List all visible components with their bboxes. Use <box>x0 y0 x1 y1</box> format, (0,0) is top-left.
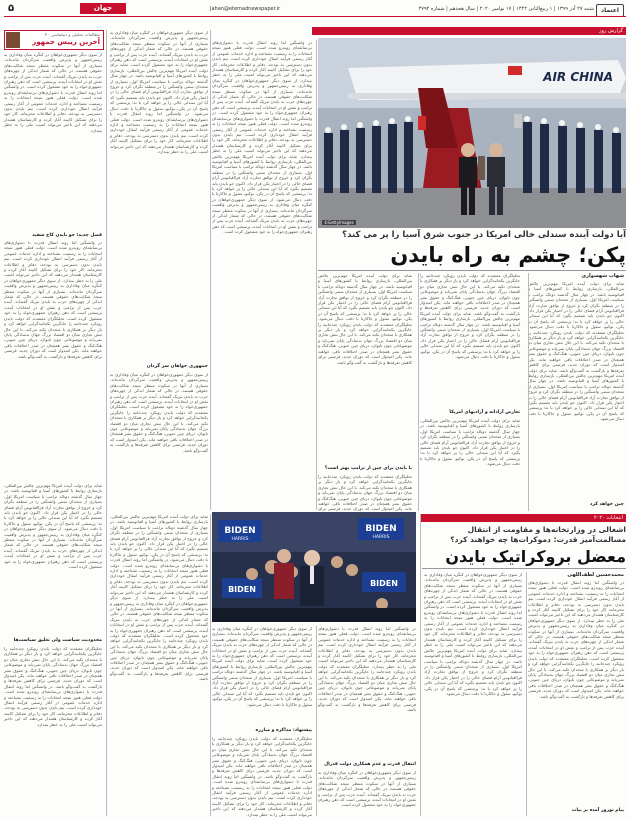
masthead-logo: اعتماد <box>596 4 624 17</box>
left-column-a2: در واشنگتن اما روند انتقال قدرت با دشواری‌های بی‌سابقه‌ای روبه‌رو شده است. دولت فعلی هنوز نتیجه انتخابات را به رسمیت نشناخته و اداره خدمات عمومی از آغاز رسمی فرآیند انتقال خودداری کرده است. تیم بایدن بدون دسترسی به بودجه، دفاتر و اطلاعات محرمانه، کار خود را برای تشکیل کابینه آغاز کرده و کارشناسان هشدار می‌دهند که این تاخیر می‌تواند امنیت ملی را به خطر بیندازد. از سوی دیگر جمهوری‌خواهان در کنگره میان وفاداری به رییس‌جمهور و پذیرش واقعیت سرگردان مانده‌اند. بسیاری از آنها در سکوت منتظر نتیجه شکایت‌های حقوقی هستند، در حالی که شمار اندکی از چهره‌های حزب به بایدن تبریک گفته‌اند. آینده حزب پس از ترامپ و نقش او در انتخابات آینده، پرسشی است که ذهن رهبران جمهوری‌خواه را به خود مشغول کرده است. تحلیلگران معتقدند که دولت بایدن رویکرد چندجانبه را جایگزین یکجانبه‌گرایی خواهد کرد و بار دیگر بر همکاری با متحدان تکیه می‌کند. با این حال تنش تجاری میان دو اقتصاد بزرگ جهان به‌سادگی پایان نمی‌یابد و موضوعاتی چون تایوان، دریای چین جنوبی، هنگ‌کنگ و حقوق بشر همچنان در صدر اختلافات باقی خواهند ماند. پکن امیدوار است که دوران جدید، فرصتی برای کاهش تعرفه‌ها و بازگشت به گفت‌وگو باشد. <box>4 240 102 359</box>
plane-livery-text: AIR CHINA <box>543 70 613 84</box>
story1-column-2: تحلیلگران معتقدند که دولت بایدن رویکرد چندجانبه را جایگزین یکجانبه‌گرایی خواهد کرد و بار دیگر بر همکاری با متحدان تکیه می‌کند. با این حال تنش تجاری میان دو اقتصاد بزرگ جهان به‌سادگی پایان نمی‌یابد و موضوعاتی چون تایوان، دریای چین جنوبی، هنگ‌کنگ و حقوق بشر همچنان در صدر اختلافات باقی خواهند ماند. پکن امیدوار است که دوران جدید، فرصتی برای کاهش تعرفه‌ها و بازگشت به گفت‌وگو باشد. شاید برای دولت آینده امریکا مهم‌ترین چالش بین‌المللی، بازسازی روابط با کشورهای آسیا و اقیانوسیه باشد. در چهار سال گذشته دونالد ترامپ با سیاست امریکا اول، بسیاری از متحدان سنتی واشنگتن را در منطقه نگران کرد و خروج از توافق تجارت آزاد فرااقیانوس آرام فضای خالی را در اختیار پکن قرار داد. اکنون جو بایدن باید تصمیم بگیرد که آیا این سندلی خالی را پر خواهد کرد یا نه؛ پرسشی که پاسخ آن در پکن، توکیو، سئول و جاکارتا با دقت دنبال می‌شود. <box>420 273 520 360</box>
left-column-a3: شاید برای دولت آینده امریکا مهم‌ترین چالش بین‌المللی، بازسازی روابط با کشورهای آسیا و اقیانوسیه باشد. در چهار سال گذشته دونالد ترامپ با سیاست امریکا اول، بسیاری از متحدان سنتی واشنگتن را در منطقه نگران کرد و خروج از توافق تجارت آزاد فرااقیانوس آرام فضای خالی را در اختیار پکن قرار داد. اکنون جو بایدن باید تصمیم بگیرد که آیا این سندلی خالی را پر خواهد کرد یا نه؛ پرسشی که پاسخ آن در پکن، توکیو، سئول و جاکارتا با دقت دنبال می‌شود. از سوی دیگر جمهوری‌خواهان در کنگره میان وفاداری به رییس‌جمهور و پذیرش واقعیت سرگردان مانده‌اند. بسیاری از آنها در سکوت منتظر نتیجه شکایت‌های حقوقی هستند، در حالی که شمار اندکی از چهره‌های حزب به بایدن تبریک گفته‌اند. آینده حزب پس از ترامپ و نقش او در انتخابات آینده، پرسشی است که ذهن رهبران جمهوری‌خواه را به خود مشغول کرده است. <box>4 483 102 570</box>
story2-headline: معضل بروکراتیک بایدن <box>445 547 626 566</box>
story2-byline: محمدحسین لطف‌اللهی <box>567 572 624 578</box>
story1-crosshead-2: با بایدن برای چین از ترامپ بهتر است؟ <box>324 466 412 471</box>
sign-subtext-2: HARRIS <box>372 535 390 540</box>
page-number: ۵ <box>8 3 15 14</box>
story1-crosshead-3: چین خواهد کرد <box>589 502 624 507</box>
story2-column-2: از سوی دیگر جمهوری‌خواهان در کنگره میان وفاداری به رییس‌جمهور و پذیرش واقعیت سرگردان مانده‌اند. بسیاری از آنها در سکوت منتظر نتیجه شکایت‌های حقوقی هستند، در حالی که شمار اندکی از چهره‌های حزب به بایدن تبریک گفته‌اند. آینده حزب پس از ترامپ و نقش او در انتخابات آینده، پرسشی است که ذهن رهبران جمهوری‌خواه را به خود مشغول کرده است. در واشنگتن اما روند انتقال قدرت با دشواری‌های بی‌سابقه‌ای روبه‌رو شده است. دولت فعلی هنوز نتیجه انتخابات را به رسمیت نشناخته و اداره خدمات عمومی از آغاز رسمی فرآیند انتقال خودداری کرده است. تیم بایدن بدون دسترسی به بودجه، دفاتر و اطلاعات محرمانه، کار خود را برای تشکیل کابینه آغاز کرده و کارشناسان هشدار می‌دهند که این تاخیر می‌تواند امنیت ملی را به خطر بیندازد. شاید برای دولت آینده امریکا مهم‌ترین چالش بین‌المللی، بازسازی روابط با کشورهای آسیا و اقیانوسیه باشد. در چهار سال گذشته دونالد ترامپ با سیاست امریکا اول، بسیاری از متحدان سنتی واشنگتن را در منطقه نگران کرد و خروج از توافق تجارت آزاد فرااقیانوس آرام فضای خالی را در اختیار پکن قرار داد. اکنون جو بایدن باید تصمیم بگیرد که آیا این سندلی خالی را پر خواهد کرد یا نه؛ پرسشی که پاسخ آن در پکن، توکیو، سئول و جاکارتا با دقت دنبال می‌شود. <box>424 572 522 696</box>
story1-column-3b: تحلیلگران معتقدند که دولت بایدن رویکرد چندجانبه را جایگزین یکجانبه‌گرایی خواهد کرد و بار دیگر بر همکاری با متحدان تکیه می‌کند. با این حال تنش تجاری میان دو اقتصاد بزرگ جهان به‌سادگی پایان نمی‌یابد و موضوعاتی چون تایوان، دریای چین جنوبی، هنگ‌کنگ و حقوق بشر همچنان در صدر اختلافات باقی خواهند ماند. پکن امیدوار است که دوران جدید، فرصتی برای <box>318 474 412 512</box>
left-column-b: از سوی دیگر جمهوری‌خواهان در کنگره میان وفاداری به رییس‌جمهور و پذیرش واقعیت سرگردان مانده‌اند. بسیاری از آنها در سکوت منتظر نتیجه شکایت‌های حقوقی هستند، در حالی که شمار اندکی از چهره‌های حزب به بایدن تبریک گفته‌اند. آینده حزب پس از ترامپ و نقش او در انتخابات آینده، پرسشی است که ذهن رهبران جمهوری‌خواه را به خود مشغول کرده است. شاید برای دولت آینده امریکا مهم‌ترین چالش بین‌المللی، بازسازی روابط با کشورهای آسیا و اقیانوسیه باشد. در چهار سال گذشته دونالد ترامپ با سیاست امریکا اول، بسیاری از متحدان سنتی واشنگتن را در منطقه نگران کرد و خروج از توافق تجارت آزاد فرااقیانوس آرام فضای خالی را در اختیار پکن قرار داد. اکنون جو بایدن باید تصمیم بگیرد که آیا این سندلی خالی را پر خواهد کرد یا نه؛ پرسشی که پاسخ آن در پکن، توکیو، سئول و جاکارتا با دقت دنبال می‌شود. در واشنگتن اما روند انتقال قدرت با دشواری‌های بی‌سابقه‌ای روبه‌رو شده است. دولت فعلی هنوز نتیجه انتخابات را به رسمیت نشناخته و اداره خدمات عمومی از آغاز رسمی فرآیند انتقال خودداری کرده است. تیم بایدن بدون دسترسی به بودجه، دفاتر و اطلاعات محرمانه، کار خود را برای تشکیل کابینه آغاز کرده و کارشناسان هشدار می‌دهند که این تاخیر می‌تواند امنیت ملی را به خطر بیندازد. <box>110 30 208 154</box>
section-title: جهان <box>80 3 126 14</box>
header-email[interactable]: Jahan@etemadnewspaper.ir <box>210 6 281 12</box>
photo-bottom <box>212 512 416 622</box>
story2-column-1: در واشنگتن اما روند انتقال قدرت با دشواری‌های بی‌سابقه‌ای روبه‌رو شده است. دولت فعلی هنوز نتیجه انتخابات را به رسمیت نشناخته و اداره خدمات عمومی از آغاز رسمی فرآیند انتقال خودداری کرده است. تیم بایدن بدون دسترسی به بودجه، دفاتر و اطلاعات محرمانه، کار خود را برای تشکیل کابینه آغاز کرده و کارشناسان هشدار می‌دهند که این تاخیر می‌تواند امنیت ملی را به خطر بیندازد. از سوی دیگر جمهوری‌خواهان در کنگره میان وفاداری به رییس‌جمهور و پذیرش واقعیت سرگردان مانده‌اند. بسیاری از آنها در سکوت منتظر نتیجه شکایت‌های حقوقی هستند، در حالی که شمار اندکی از چهره‌های حزب به بایدن تبریک گفته‌اند. آینده حزب پس از ترامپ و نقش او در انتخابات آینده، پرسشی است که ذهن رهبران جمهوری‌خواه را به خود مشغول کرده است. تحلیلگران معتقدند که دولت بایدن رویکرد چندجانبه را جایگزین یکجانبه‌گرایی خواهد کرد و بار دیگر بر همکاری با متحدان تکیه می‌کند. با این حال تنش تجاری میان دو اقتصاد بزرگ جهان به‌سادگی پایان نمی‌یابد و موضوعاتی چون تایوان، دریای چین جنوبی، هنگ‌کنگ و حقوق بشر همچنان در صدر اختلافات باقی خواهند ماند. پکن امیدوار است که دوران جدید، فرصتی برای کاهش تعرفه‌ها و بازگشت به گفت‌وگو باشد. <box>528 580 624 699</box>
middle-column-upper: در واشنگتن اما روند انتقال قدرت با دشواری‌های بی‌سابقه‌ای روبه‌رو شده است. دولت فعلی هنوز نتیجه انتخابات را به رسمیت نشناخته و اداره خدمات عمومی از آغاز رسمی فرآیند انتقال خودداری کرده است. تیم بایدن بدون دسترسی به بودجه، دفاتر و اطلاعات محرمانه، کار خود را برای تشکیل کابینه آغاز کرده و کارشناسان هشدار می‌دهند که این تاخیر می‌تواند امنیت ملی را به خطر بیندازد. از سوی دیگر جمهوری‌خواهان در کنگره میان وفاداری به رییس‌جمهور و پذیرش واقعیت سرگردان مانده‌اند. بسیاری از آنها در سکوت منتظر نتیجه شکایت‌های حقوقی هستند، در حالی که شمار اندکی از چهره‌های حزب به بایدن تبریک گفته‌اند. آینده حزب پس از ترامپ و نقش او در انتخابات آینده، پرسشی است که ذهن رهبران جمهوری‌خواه را به خود مشغول کرده است. در واشنگتن اما روند انتقال قدرت با دشواری‌های بی‌سابقه‌ای روبه‌رو شده است. دولت فعلی هنوز نتیجه انتخابات را به رسمیت نشناخته و اداره خدمات عمومی از آغاز رسمی فرآیند انتقال خودداری کرده است. تیم بایدن بدون دسترسی به بودجه، دفاتر و اطلاعات محرمانه، کار خود را برای تشکیل کابینه آغاز کرده و کارشناسان هشدار می‌دهند که این تاخیر می‌تواند امنیت ملی را به خطر بیندازد. شاید برای دولت آینده امریکا مهم‌ترین چالش بین‌المللی، بازسازی روابط با کشورهای آسیا و اقیانوسیه باشد. در چهار سال گذشته دونالد ترامپ با سیاست امریکا اول، بسیاری از متحدان سنتی واشنگتن را در منطقه نگران کرد و خروج از توافق تجارت آزاد فرااقیانوس آرام فضای خالی را در اختیار پکن قرار داد. اکنون جو بایدن باید تصمیم بگیرد که آیا این سندلی خالی را پر خواهد کرد یا نه؛ پرسشی که پاسخ آن در پکن، توکیو، سئول و جاکارتا با دقت دنبال می‌شود. از سوی دیگر جمهوری‌خواهان در کنگره میان وفاداری به رییس‌جمهور و پذیرش واقعیت سرگردان مانده‌اند. بسیاری از آنها در سکوت منتظر نتیجه شکایت‌های حقوقی هستند، در حالی که شمار اندکی از چهره‌های حزب به بایدن تبریک گفته‌اند. آینده حزب پس از ترامپ و نقش او در انتخابات آینده، پرسشی است که ذهن رهبران جمهوری‌خواه را به خود مشغول کرده است. <box>212 40 312 235</box>
header-date-line: شنبه ۲۷ آذر ۱۳۹۹ | ۱ ربیع‌الثانی ۱۴۴۲ | ۱۷ نوامبر ۲۰۲۰ | سال هجدهم | شماره ۴۷۹۲ <box>418 6 594 12</box>
story2-kicker: اشغالی در وزارتخانه‌ها و مقاومت از انتقال مسالمت‌آمیز قدرت: دموکرات‌ها چه خواهند کرد؟ <box>450 525 626 544</box>
left-crosshead-1: فصل جدید؛ جو بایدن کاخ سفید <box>32 233 102 238</box>
column-badge-kicker: مطالعات تحلیلی و دیپلماسی ۴۰ <box>44 32 100 37</box>
airport-ceremony-image <box>318 38 626 228</box>
left-column-a: از سوی دیگر جمهوری‌خواهان در کنگره میان وفاداری به رییس‌جمهور و پذیرش واقعیت سرگردان مانده‌اند. بسیاری از آنها در سکوت منتظر نتیجه شکایت‌های حقوقی هستند، در حالی که شمار اندکی از چهره‌های حزب به بایدن تبریک گفته‌اند. آینده حزب پس از ترامپ و نقش او در انتخابات آینده، پرسشی است که ذهن رهبران جمهوری‌خواه را به خود مشغول کرده است. در واشنگتن اما روند انتقال قدرت با دشواری‌های بی‌سابقه‌ای روبه‌رو شده است. دولت فعلی هنوز نتیجه انتخابات را به رسمیت نشناخته و اداره خدمات عمومی از آغاز رسمی فرآیند انتقال خودداری کرده است. تیم بایدن بدون دسترسی به بودجه، دفاتر و اطلاعات محرمانه، کار خود را برای تشکیل کابینه آغاز کرده و کارشناسان هشدار می‌دهند که این تاخیر می‌تواند امنیت ملی را به خطر بیندازد. <box>4 52 102 133</box>
left-column-a4: تحلیلگران معتقدند که دولت بایدن رویکرد چندجانبه را جایگزین یکجانبه‌گرایی خواهد کرد و بار دیگر بر همکاری با متحدان تکیه می‌کند. با این حال تنش تجاری میان دو اقتصاد بزرگ جهان به‌سادگی پایان نمی‌یابد و موضوعاتی چون تایوان، دریای چین جنوبی، هنگ‌کنگ و حقوق بشر همچنان در صدر اختلافات باقی خواهند ماند. پکن امیدوار است که دوران جدید، فرصتی برای کاهش تعرفه‌ها و بازگشت به گفت‌وگو باشد. در واشنگتن اما روند انتقال قدرت با دشواری‌های بی‌سابقه‌ای روبه‌رو شده است. دولت فعلی هنوز نتیجه انتخابات را به رسمیت نشناخته و اداره خدمات عمومی از آغاز رسمی فرآیند انتقال خودداری کرده است. تیم بایدن بدون دسترسی به بودجه، دفاتر و اطلاعات محرمانه، کار خود را برای تشکیل کابینه آغاز کرده و کارشناسان هشدار می‌دهند که این تاخیر می‌تواند امنیت ملی را به خطر بیندازد. <box>4 646 102 727</box>
left-crosshead-3: محدودیت سیاست ولی تغلیق سیاست‌ها <box>13 638 102 643</box>
sign-text-4: BIDEN <box>370 579 398 588</box>
story2-column-4: از سوی دیگر جمهوری‌خواهان در کنگره میان وفاداری به رییس‌جمهور و پذیرش واقعیت سرگردان مانده‌اند. بسیاری از آنها در سکوت منتظر نتیجه شکایت‌های حقوقی هستند، در حالی که شمار اندکی از چهره‌های حزب به بایدن تبریک گفته‌اند. آینده حزب پس از ترامپ و نقش او در انتخابات آینده، پرسشی است که ذهن رهبران جمهوری‌خواه را به خود مشغول کرده است. شاید برای دولت آینده امریکا مهم‌ترین چالش بین‌المللی، بازسازی روابط با کشورهای آسیا و اقیانوسیه باشد. در چهار سال گذشته دونالد ترامپ با سیاست امریکا اول، بسیاری از متحدان سنتی واشنگتن را در منطقه نگران کرد و خروج از توافق تجارت آزاد فرااقیانوس آرام فضای خالی را در اختیار پکن قرار داد. اکنون جو بایدن باید تصمیم بگیرد که آیا این سندلی خالی را پر خواهد کرد یا نه؛ پرسشی که پاسخ آن در پکن، توکیو، سئول و جاکارتا با دقت دنبال می‌شود. <box>212 626 313 707</box>
photo-credit: ©GettyImages <box>324 220 354 225</box>
story2-column-4b: تحلیلگران معتقدند که دولت بایدن رویکرد چندجانبه را جایگزین یکجانبه‌گرایی خواهد کرد و بار دیگر بر همکاری با متحدان تکیه می‌کند. با این حال تنش تجاری میان دو اقتصاد بزرگ جهان به‌سادگی پایان نمی‌یابد و موضوعاتی چون تایوان، دریای چین جنوبی، هنگ‌کنگ و حقوق بشر همچنان در صدر اختلافات باقی خواهند ماند. پکن امیدوار است که دوران جدید، فرصتی برای کاهش تعرفه‌ها و بازگشت به گفت‌وگو باشد. در واشنگتن اما روند انتقال قدرت با دشواری‌های بی‌سابقه‌ای روبه‌رو شده است. دولت فعلی هنوز نتیجه انتخابات را به رسمیت نشناخته و اداره خدمات عمومی از آغاز رسمی فرآیند انتقال خودداری کرده است. تیم بایدن بدون دسترسی به بودجه، دفاتر و اطلاعات محرمانه، کار خود را برای تشکیل کابینه آغاز کرده و کارشناسان هشدار می‌دهند که این تاخیر می‌تواند امنیت ملی را به خطر بیندازد. <box>212 736 312 817</box>
section-bar-report: گزارش روز <box>312 27 626 35</box>
sign-text-2: BIDEN <box>365 524 397 534</box>
story1-column-3: شاید برای دولت آینده امریکا مهم‌ترین چالش بین‌المللی، بازسازی روابط با کشورهای آسیا و اقیانوسیه باشد. در چهار سال گذشته دونالد ترامپ با سیاست امریکا اول، بسیاری از متحدان سنتی واشنگتن را در منطقه نگران کرد و خروج از توافق تجارت آزاد فرااقیانوس آرام فضای خالی را در اختیار پکن قرار داد. اکنون جو بایدن باید تصمیم بگیرد که آیا این سندلی خالی را پر خواهد کرد یا نه؛ پرسشی که پاسخ آن در پکن، توکیو، سئول و جاکارتا با دقت دنبال می‌شود. تحلیلگران معتقدند که دولت بایدن رویکرد چندجانبه را جایگزین یکجانبه‌گرایی خواهد کرد و بار دیگر بر همکاری با متحدان تکیه می‌کند. با این حال تنش تجاری میان دو اقتصاد بزرگ جهان به‌سادگی پایان نمی‌یابد و موضوعاتی چون تایوان، دریای چین جنوبی، هنگ‌کنگ و حقوق بشر همچنان در صدر اختلافات باقی خواهند ماند. پکن امیدوار است که دوران جدید، فرصتی برای کاهش تعرفه‌ها و بازگشت به گفت‌وگو باشد. <box>318 273 412 365</box>
story2-crosshead-1: انتقال قدرت و عدم همکاری دولت فدرال <box>324 762 416 767</box>
story1-crosshead-1: تعارض آزادانه و آزادیهای امریکا <box>449 410 520 415</box>
story1-column-1: شاید برای دولت آینده امریکا مهم‌ترین چالش بین‌المللی، بازسازی روابط با کشورهای آسیا و اقیانوسیه باشد. در چهار سال گذشته دونالد ترامپ با سیاست امریکا اول، بسیاری از متحدان سنتی واشنگتن را در منطقه نگران کرد و خروج از توافق تجارت آزاد فرااقیانوس آرام فضای خالی را در اختیار پکن قرار داد. اکنون جو بایدن باید تصمیم بگیرد که آیا این سندلی خالی را پر خواهد کرد یا نه؛ پرسشی که پاسخ آن در پکن، توکیو، سئول و جاکارتا با دقت دنبال می‌شود. تحلیلگران معتقدند که دولت بایدن رویکرد چندجانبه را جایگزین یکجانبه‌گرایی خواهد کرد و بار دیگر بر همکاری با متحدان تکیه می‌کند. با این حال تنش تجاری میان دو اقتصاد بزرگ جهان به‌سادگی پایان نمی‌یابد و موضوعاتی چون تایوان، دریای چین جنوبی، هنگ‌کنگ و حقوق بشر همچنان در صدر اختلافات باقی خواهند ماند. پکن امیدوار است که دوران جدید، فرصتی برای کاهش تعرفه‌ها و بازگشت به گفت‌وگو باشد. شاید برای دولت آینده امریکا مهم‌ترین چالش بین‌المللی، بازسازی روابط با کشورهای آسیا و اقیانوسیه باشد. در چهار سال گذشته دونالد ترامپ با سیاست امریکا اول، بسیاری از متحدان سنتی واشنگتن را در منطقه نگران کرد و خروج از توافق تجارت آزاد فرااقیانوس آرام فضای خالی را در اختیار پکن قرار داد. اکنون جو بایدن باید تصمیم بگیرد که آیا این سندلی خالی را پر خواهد کرد یا نه؛ پرسشی که پاسخ آن در پکن، توکیو، سئول و جاکارتا با دقت دنبال می‌شود. <box>528 281 624 422</box>
story1-headline: پکن؛ چشم به راه بایدن <box>390 243 626 267</box>
story1-kicker: آیا دولت آینده سندلی خالی امریکا در جنوب شرق آسیا را پر می کند؟ <box>342 230 626 240</box>
story2-column-3b: از سوی دیگر جمهوری‌خواهان در کنگره میان وفاداری به رییس‌جمهور و پذیرش واقعیت سرگردان مانده‌اند. بسیاری از آنها در سکوت منتظر نتیجه شکایت‌های حقوقی هستند، در حالی که شمار اندکی از چهره‌های حزب به بایدن تبریک گفته‌اند. آینده حزب پس از ترامپ و نقش او در انتخابات آینده، پرسشی است که ذهن رهبران جمهوری‌خواه را به خود مشغول کرده است. <box>318 770 416 808</box>
story2-crosshead-2: پیشنهاد: مذاکره و مبارزه <box>255 728 312 733</box>
photo-top <box>318 38 626 228</box>
story1-column-1-tail <box>528 508 624 512</box>
column-badge <box>4 30 104 50</box>
left-column-b3: شاید برای دولت آینده امریکا مهم‌ترین چالش بین‌المللی، بازسازی روابط با کشورهای آسیا و اقیانوسیه باشد. در چهار سال گذشته دونالد ترامپ با سیاست امریکا اول، بسیاری از متحدان سنتی واشنگتن را در منطقه نگران کرد و خروج از توافق تجارت آزاد فرااقیانوس آرام فضای خالی را در اختیار پکن قرار داد. اکنون جو بایدن باید تصمیم بگیرد که آیا این سندلی خالی را پر خواهد کرد یا نه؛ پرسشی که پاسخ آن در پکن، توکیو، سئول و جاکارتا با دقت دنبال می‌شود. در واشنگتن اما روند انتقال قدرت با دشواری‌های بی‌سابقه‌ای روبه‌رو شده است. دولت فعلی هنوز نتیجه انتخابات را به رسمیت نشناخته و اداره خدمات عمومی از آغاز رسمی فرآیند انتقال خودداری کرده است. تیم بایدن بدون دسترسی به بودجه، دفاتر و اطلاعات محرمانه، کار خود را برای تشکیل کابینه آغاز کرده و کارشناسان هشدار می‌دهند که این تاخیر می‌تواند امنیت ملی را به خطر بیندازد. از سوی دیگر جمهوری‌خواهان در کنگره میان وفاداری به رییس‌جمهور و پذیرش واقعیت سرگردان مانده‌اند. بسیاری از آنها در سکوت منتظر نتیجه شکایت‌های حقوقی هستند، در حالی که شمار اندکی از چهره‌های حزب به بایدن تبریک گفته‌اند. آینده حزب پس از ترامپ و نقش او در انتخابات آینده، پرسشی است که ذهن رهبران جمهوری‌خواه را به خود مشغول کرده است. تحلیلگران معتقدند که دولت بایدن رویکرد چندجانبه را جایگزین یکجانبه‌گرایی خواهد کرد و بار دیگر بر همکاری با متحدان تکیه می‌کند. با این حال تنش تجاری میان دو اقتصاد بزرگ جهان به‌سادگی پایان نمی‌یابد و موضوعاتی چون تایوان، دریای چین جنوبی، هنگ‌کنگ و حقوق بشر همچنان در صدر اختلافات باقی خواهند ماند. پکن امیدوار است که دوران جدید، فرصتی برای کاهش تعرفه‌ها و بازگشت به گفت‌وگو باشد. <box>110 514 209 682</box>
campaign-rally-image <box>212 512 416 622</box>
story1-byline: شهاب شهسواری <box>581 273 624 279</box>
sign-text-3: BIDEN <box>228 585 256 594</box>
story2-footer-note: پیام نوروز آمده بر بیات <box>571 808 624 813</box>
left-column-b2: از سوی دیگر جمهوری‌خواهان در کنگره میان وفاداری به رییس‌جمهور و پذیرش واقعیت سرگردان مانده‌اند. بسیاری از آنها در سکوت منتظر نتیجه شکایت‌های حقوقی هستند، در حالی که شمار اندکی از چهره‌های حزب به بایدن تبریک گفته‌اند. آینده حزب پس از ترامپ و نقش او در انتخابات آینده، پرسشی است که ذهن رهبران جمهوری‌خواه را به خود مشغول کرده است. تحلیلگران معتقدند که دولت بایدن رویکرد چندجانبه را جایگزین یکجانبه‌گرایی خواهد کرد و بار دیگر بر همکاری با متحدان تکیه می‌کند. با این حال تنش تجاری میان دو اقتصاد بزرگ جهان به‌سادگی پایان نمی‌یابد و موضوعاتی چون تایوان، دریای چین جنوبی، هنگ‌کنگ و حقوق بشر همچنان در صدر اختلافات باقی خواهند ماند. پکن امیدوار است که دوران جدید، فرصتی برای کاهش تعرفه‌ها و بازگشت به گفت‌وگو باشد. <box>110 372 208 453</box>
section-bar-election: انتخابات ۲۰۲۰ <box>420 514 626 522</box>
column-badge-title: آخرین رییس جمهور <box>32 38 100 46</box>
story1-column-2b: شاید برای دولت آینده امریکا مهم‌ترین چالش بین‌المللی، بازسازی روابط با کشورهای آسیا و اقیانوسیه باشد. در چهار سال گذشته دونالد ترامپ با سیاست امریکا اول، بسیاری از متحدان سنتی واشنگتن را در منطقه نگران کرد و خروج از توافق تجارت آزاد فرااقیانوس آرام فضای خالی را در اختیار پکن قرار داد. اکنون جو بایدن باید تصمیم بگیرد که آیا این سندلی خالی را پر خواهد کرد یا نه؛ پرسشی که پاسخ آن در پکن، توکیو، سئول و جاکارتا با دقت دنبال می‌شود. <box>420 418 520 467</box>
story2-column-3: در واشنگتن اما روند انتقال قدرت با دشواری‌های بی‌سابقه‌ای روبه‌رو شده است. دولت فعلی هنوز نتیجه انتخابات را به رسمیت نشناخته و اداره خدمات عمومی از آغاز رسمی فرآیند انتقال خودداری کرده است. تیم بایدن بدون دسترسی به بودجه، دفاتر و اطلاعات محرمانه، کار خود را برای تشکیل کابینه آغاز کرده و کارشناسان هشدار می‌دهند که این تاخیر می‌تواند امنیت ملی را به خطر بیندازد. تحلیلگران معتقدند که دولت بایدن رویکرد چندجانبه را جایگزین یکجانبه‌گرایی خواهد کرد و بار دیگر بر همکاری با متحدان تکیه می‌کند. با این حال تنش تجاری میان دو اقتصاد بزرگ جهان به‌سادگی پایان نمی‌یابد و موضوعاتی چون تایوان، دریای چین جنوبی، هنگ‌کنگ و حقوق بشر همچنان در صدر اختلافات باقی خواهند ماند. پکن امیدوار است که دوران جدید، فرصتی برای کاهش تعرفه‌ها و بازگشت به گفت‌وگو باشد. <box>318 626 416 713</box>
sign-subtext-1: HARRIS <box>231 537 249 542</box>
left-crosshead-2: جمهوری خواهان سر گردان <box>146 364 208 369</box>
columnist-avatar <box>6 32 20 48</box>
sign-text-1: BIDEN <box>224 526 256 536</box>
